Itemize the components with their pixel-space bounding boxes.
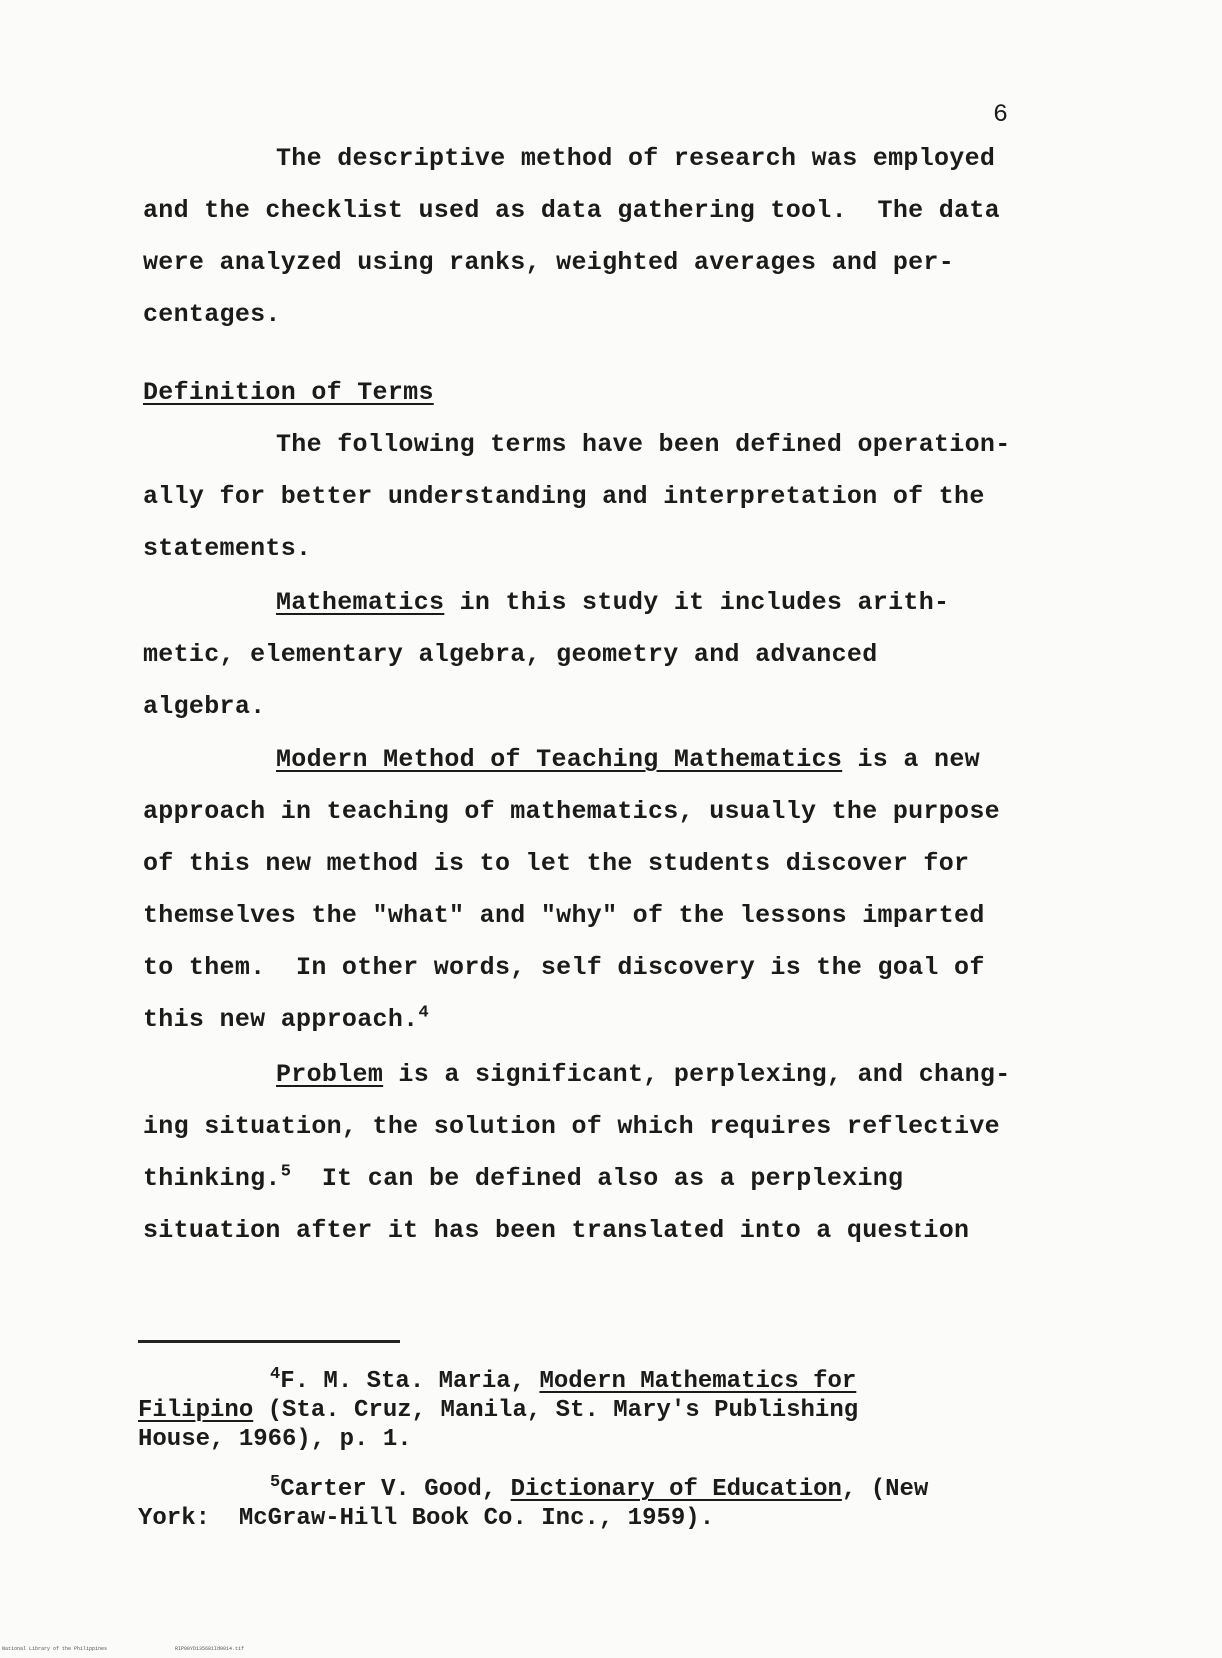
footnote-5-number: 5 <box>270 1473 281 1492</box>
section-heading: Definition of Terms <box>143 378 434 407</box>
footnote-4-line-2 <box>138 1397 858 1425</box>
math-definition-line-2: metic, elementary algebra, geometry and advanced <box>143 640 878 669</box>
para2-line-1: The following terms have been defined operation- <box>276 430 1011 459</box>
modern-definition-line-5: to them. In other words, self discovery is the goal of <box>143 953 985 982</box>
footnote-5-title: Dictionary of Education <box>510 1476 842 1503</box>
footnote-4-title-b: Filipino <box>138 1397 254 1424</box>
problem-definition-line-4: situation after it has been translated into a question <box>143 1216 970 1245</box>
modern-definition-line-3: of this new method is to let the students discover for <box>143 849 970 878</box>
modern-definition-line-1 <box>276 745 980 775</box>
footnote-4-publisher: (Sta. Cruz, Manila, St. Mary's Publishing <box>253 1397 859 1424</box>
problem-definition-text: is a significant, perplexing, and chang- <box>383 1060 1011 1089</box>
scanner-file-id: RIP00YD135681Id0014.tif <box>175 1646 245 1652</box>
modern-definition-end: this new approach. <box>143 1005 419 1034</box>
math-definition-text: in this study it includes arith- <box>444 588 950 617</box>
para1-line-3: were analyzed using ranks, weighted averages and per- <box>143 248 955 277</box>
footnote-5-author: Carter V. Good, <box>280 1476 511 1503</box>
footnote-5-line-2: York: McGraw-Hill Book Co. Inc., 1959). <box>138 1505 715 1532</box>
footnote-5-rest: , (New <box>841 1476 929 1503</box>
math-definition-line-3: algebra. <box>143 692 266 721</box>
para1-line-2: and the checklist used as data gathering tool. The data <box>143 196 1000 225</box>
page-number: 6 <box>993 100 1009 129</box>
modern-definition-text: is a new <box>842 745 980 774</box>
modern-definition-line-2: approach in teaching of mathematics, usually the purpose <box>143 797 1000 826</box>
para2-line-3: statements. <box>143 534 312 563</box>
footnote-4-number: 4 <box>270 1365 281 1384</box>
para2-line-2: ally for better understanding and interpretation of the <box>143 482 985 511</box>
term-mathematics: Mathematics <box>276 588 445 617</box>
problem-definition-line-3 <box>143 1164 903 1194</box>
problem-text-b: It can be defined also as a perplexing <box>291 1164 904 1193</box>
footnote-separator <box>138 1340 400 1343</box>
para1-line-1: The descriptive method of research was employed <box>276 144 996 173</box>
modern-definition-line-6 <box>143 1005 429 1035</box>
term-problem: Problem <box>276 1060 384 1089</box>
footnote-4-line-1 <box>270 1365 857 1396</box>
footnote-4-line-3: House, 1966), p. 1. <box>138 1426 412 1453</box>
term-modern-method: Modern Method of Teaching Mathematics <box>276 745 843 774</box>
scanner-library-label: National Library of the Philippines <box>2 1646 108 1652</box>
footnote-5-line-1 <box>270 1473 929 1504</box>
para1-line-4: centages. <box>143 300 281 329</box>
math-definition-line-1 <box>276 588 949 618</box>
footnote-ref-5: 5 <box>280 1162 292 1182</box>
problem-definition-line-2: ing situation, the solution of which requires reflective <box>143 1112 1000 1141</box>
problem-definition-line-1 <box>276 1060 1011 1090</box>
problem-text-a: thinking. <box>143 1164 281 1193</box>
modern-definition-line-4: themselves the "what" and "why" of the lessons imparted <box>143 901 985 930</box>
footnote-ref-4: 4 <box>418 1003 429 1023</box>
footnote-4-title-a: Modern Mathematics for <box>539 1368 857 1395</box>
footnote-4-author: F. M. Sta. Maria, <box>280 1368 540 1395</box>
